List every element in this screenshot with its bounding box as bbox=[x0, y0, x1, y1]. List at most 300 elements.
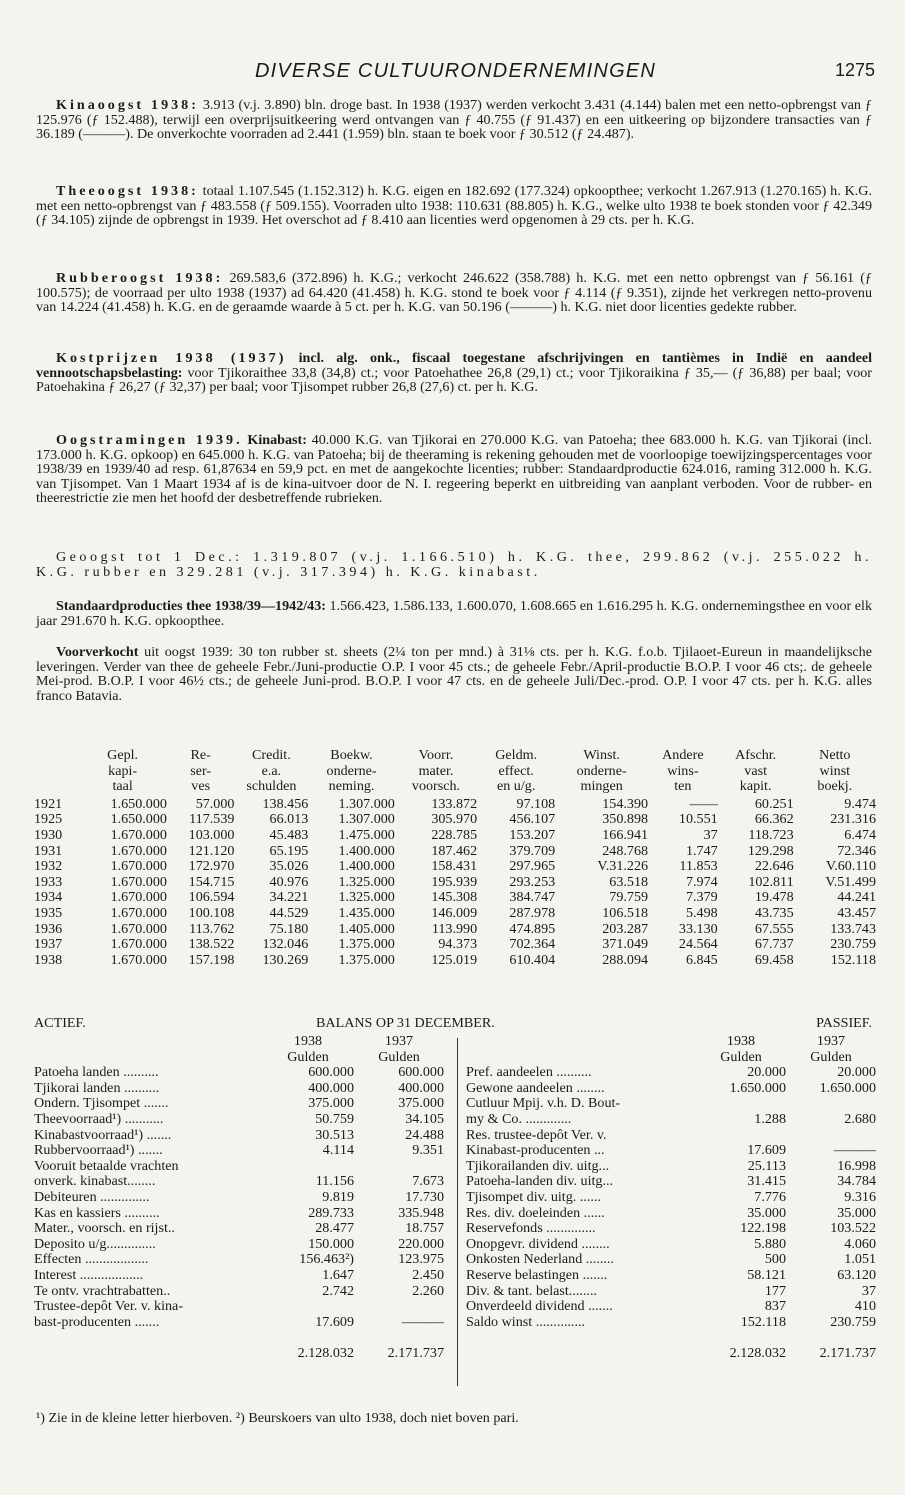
kostprijzen-paragraph bbox=[36, 351, 872, 395]
balance-item-label: Kinabast-producenten ... bbox=[466, 1142, 605, 1159]
value-cell: 153.207 bbox=[509, 826, 556, 843]
balance-row bbox=[34, 1284, 444, 1300]
value-cell: 1.375.000 bbox=[338, 951, 395, 968]
balance-value-1938: 2.742 bbox=[322, 1282, 354, 1299]
column-header: mingen bbox=[580, 778, 623, 795]
value-cell: 228.785 bbox=[431, 826, 478, 843]
voorverkocht-lead: Voorverkocht bbox=[56, 644, 139, 660]
balance-heading bbox=[34, 1015, 876, 1033]
value-cell: 118.723 bbox=[748, 826, 794, 843]
table-row bbox=[34, 890, 876, 906]
value-cell: 100.108 bbox=[188, 904, 235, 921]
balance-item-label: Onverdeeld dividend ....... bbox=[466, 1298, 613, 1315]
balance-value-1937: 37 bbox=[861, 1282, 876, 1299]
value-cell: 1.650.000 bbox=[110, 811, 167, 828]
value-cell: 33.130 bbox=[678, 920, 718, 937]
column-header: onderne- bbox=[576, 762, 627, 779]
balance-row bbox=[466, 1190, 876, 1206]
column-header: schulden bbox=[246, 778, 297, 795]
value-cell: 248.768 bbox=[602, 842, 649, 859]
balance-row bbox=[466, 1065, 876, 1081]
balance-value-1937: ——— bbox=[401, 1313, 444, 1330]
value-cell: 157.198 bbox=[188, 951, 235, 968]
table-row bbox=[34, 828, 876, 844]
balance-row bbox=[466, 1237, 876, 1253]
value-cell: 1.670.000 bbox=[110, 920, 167, 937]
value-cell: 133.872 bbox=[431, 795, 478, 812]
kostprijzen-text: voor Tjikoraithee 33,8 (34,8) ct.; voor Patoehathee 26,8 (29,1) ct.; voor Tjikoraikina ƒ 35,— (ƒ 36,88) per baal; voor Patoehakina ƒ 26,27 (ƒ 32,37) per baal; voor Tjisompet rubber 26,8 (27,6) ct. per h. K.G. bbox=[36, 364, 872, 396]
value-cell: 40.976 bbox=[269, 873, 309, 890]
table-row bbox=[34, 953, 876, 969]
value-cell: 19.478 bbox=[754, 889, 794, 906]
balance-item-label: onverk. kinabast........ bbox=[34, 1173, 156, 1190]
value-cell: 287.978 bbox=[509, 904, 556, 921]
balance-item-label: Theevoorraad¹) ........... bbox=[34, 1110, 164, 1127]
balance-row bbox=[34, 1112, 444, 1128]
balance-value-1937: 35.000 bbox=[837, 1204, 876, 1221]
column-header: e.a. bbox=[261, 762, 282, 779]
value-cell: V.31.226 bbox=[597, 858, 649, 875]
balance-item-label: Tjikorailanden div. uitg... bbox=[466, 1157, 610, 1174]
balance-value-1938: 600.000 bbox=[308, 1064, 354, 1081]
balance-value-1937: 2.450 bbox=[412, 1266, 444, 1283]
value-cell: 231.316 bbox=[830, 811, 876, 828]
balance-row bbox=[34, 1237, 444, 1253]
balance-value-1937 bbox=[354, 1299, 444, 1315]
actief-table bbox=[34, 1034, 444, 1362]
value-cell: 11.853 bbox=[679, 858, 718, 875]
value-cell: 79.759 bbox=[609, 889, 649, 906]
balance-row bbox=[466, 1143, 876, 1159]
balance-item-label: Deposito u/g.............. bbox=[34, 1235, 156, 1252]
passief-unit-1938: Gulden bbox=[720, 1048, 762, 1065]
balance-value-1937: 63.120 bbox=[837, 1266, 876, 1283]
balance-title: BALANS OP 31 DECEMBER. bbox=[316, 1015, 495, 1031]
section-title: DIVERSE CULTUURONDERNEMINGEN bbox=[254, 60, 657, 82]
value-cell: 65.195 bbox=[269, 842, 309, 859]
value-cell: 125.019 bbox=[431, 951, 478, 968]
balance-value-1937: 2.680 bbox=[844, 1110, 876, 1127]
balance-row bbox=[34, 1081, 444, 1097]
balance-value-1938: 50.759 bbox=[315, 1110, 354, 1127]
value-cell: 1.475.000 bbox=[338, 826, 395, 843]
passief-year-1937: 1937 bbox=[816, 1033, 846, 1049]
balance-row bbox=[466, 1128, 876, 1144]
value-cell: 106.594 bbox=[188, 889, 235, 906]
balance-row bbox=[466, 1315, 876, 1331]
year-cell: 1935 bbox=[34, 904, 63, 921]
column-header: Geldm. bbox=[495, 747, 538, 763]
balance-value-1938 bbox=[262, 1159, 354, 1175]
financial-history-table bbox=[34, 748, 876, 968]
column-header: kapit. bbox=[739, 778, 772, 795]
balance-value-1938: 150.000 bbox=[308, 1235, 354, 1252]
balance-row bbox=[34, 1268, 444, 1284]
balance-value-1938: 20.000 bbox=[747, 1064, 786, 1081]
balance-value-1938: 500 bbox=[764, 1251, 786, 1268]
balance-row bbox=[34, 1252, 444, 1268]
balance-value-1937: 600.000 bbox=[398, 1064, 444, 1081]
value-cell: 44.241 bbox=[837, 889, 876, 906]
balance-value-1937: 1.051 bbox=[844, 1251, 876, 1268]
balance-value-1938: 31.415 bbox=[747, 1173, 786, 1190]
balance-row bbox=[466, 1159, 876, 1175]
balance-value-1938: 25.113 bbox=[747, 1157, 786, 1174]
value-cell: 288.094 bbox=[602, 951, 649, 968]
year-cell: 1933 bbox=[34, 873, 63, 890]
column-header: Netto bbox=[819, 747, 851, 763]
balance-value-1938: 30.513 bbox=[315, 1126, 354, 1143]
value-cell: 456.107 bbox=[509, 811, 556, 828]
actief-unit-1938: Gulden bbox=[287, 1048, 329, 1065]
value-cell: 67.555 bbox=[754, 920, 794, 937]
balance-row bbox=[34, 1190, 444, 1206]
value-cell: 1.670.000 bbox=[110, 842, 167, 859]
balance-item-label: Vooruit betaalde vrachten bbox=[34, 1157, 179, 1174]
balance-value-1937: 230.759 bbox=[830, 1313, 876, 1330]
kostprijzen-lead: Kostprijzen 1938 (1937) bbox=[56, 350, 287, 366]
table-row bbox=[34, 812, 876, 828]
balance-item-label: Tjisompet div. uitg. ...... bbox=[466, 1188, 601, 1205]
passief-table bbox=[466, 1034, 876, 1362]
value-cell: 63.518 bbox=[609, 873, 649, 890]
year-cell: 1931 bbox=[34, 842, 63, 859]
table-row bbox=[34, 875, 876, 891]
balance-row bbox=[34, 1206, 444, 1222]
balance-value-1938: 289.733 bbox=[308, 1204, 354, 1221]
year-cell: 1937 bbox=[34, 936, 63, 953]
value-cell: 24.564 bbox=[678, 936, 718, 953]
column-header: Andere bbox=[662, 747, 704, 763]
value-cell: 1.375.000 bbox=[338, 936, 395, 953]
balance-value-1938: 58.121 bbox=[747, 1266, 786, 1283]
actief-unit-1937: Gulden bbox=[378, 1048, 420, 1065]
value-cell: 138.522 bbox=[188, 936, 235, 953]
balance-row bbox=[466, 1299, 876, 1315]
value-cell: 9.474 bbox=[844, 795, 876, 812]
standaardproducties-paragraph bbox=[36, 599, 872, 628]
column-header: Credit. bbox=[252, 747, 291, 763]
column-header bbox=[34, 764, 78, 780]
balance-row bbox=[34, 1159, 444, 1175]
kostprijzen-bold: incl. alg. onk., fiscaal toegestane afschrijvingen en tantièmes in Indië en aandeel vennootschapsbelasting: bbox=[36, 350, 872, 381]
balance-value-1937: 7.673 bbox=[412, 1173, 444, 1190]
column-header: ves bbox=[191, 778, 211, 795]
column-header: en u/g. bbox=[496, 778, 536, 795]
geoogst-text: Geoogst tot 1 Dec.: 1.319.807 (v.j. 1.166.510) h. K.G. thee, 299.862 (v.j. 255.022 h. K.G. rubber en 329.281 (v.j. 317.394) h. K.G. kinabast. bbox=[36, 549, 872, 580]
value-cell: 130.269 bbox=[262, 951, 309, 968]
year-cell: 1932 bbox=[34, 858, 63, 875]
kinaoogst-paragraph bbox=[36, 98, 872, 142]
balance-item-label: Patoeha-landen div. uitg... bbox=[466, 1173, 614, 1190]
balance-value-1937: 16.998 bbox=[837, 1157, 876, 1174]
value-cell: 67.737 bbox=[754, 936, 794, 953]
value-cell: 10.551 bbox=[678, 811, 718, 828]
column-header: mater. bbox=[418, 762, 454, 779]
column-header: winst bbox=[819, 762, 851, 779]
balance-item-label: Debiteuren .............. bbox=[34, 1188, 150, 1205]
value-cell: 1.400.000 bbox=[338, 842, 395, 859]
column-header: Re- bbox=[190, 747, 211, 763]
balance-value-1937: 335.948 bbox=[398, 1204, 444, 1221]
value-cell: 297.965 bbox=[509, 858, 556, 875]
value-cell: 1.670.000 bbox=[110, 936, 167, 953]
balance-total-row bbox=[34, 1330, 444, 1362]
balance-item-label: Te ontv. vrachtrabatten.. bbox=[34, 1282, 171, 1299]
balance-value-1938: 1.647 bbox=[322, 1266, 354, 1283]
value-cell: 158.431 bbox=[431, 858, 478, 875]
value-cell: 1.650.000 bbox=[110, 795, 167, 812]
balance-row bbox=[34, 1174, 444, 1190]
balance-row bbox=[34, 1315, 444, 1331]
balance-value-1938: 35.000 bbox=[747, 1204, 786, 1221]
value-cell: 1.670.000 bbox=[110, 826, 167, 843]
value-cell: 69.458 bbox=[754, 951, 794, 968]
balance-value-1937: 103.522 bbox=[830, 1220, 876, 1237]
value-cell: 102.811 bbox=[748, 873, 794, 890]
value-cell: 44.529 bbox=[269, 904, 309, 921]
balance-item-label: Pref. aandeelen .......... bbox=[466, 1064, 592, 1081]
kinaoogst-lead: Kinaoogst 1938: bbox=[56, 97, 199, 113]
rubberoogst-paragraph bbox=[36, 271, 872, 315]
balance-value-1938: 17.609 bbox=[315, 1313, 354, 1330]
value-cell: 154.715 bbox=[188, 873, 235, 890]
balance-value-1937: 400.000 bbox=[398, 1079, 444, 1096]
balance-value-1937 bbox=[354, 1159, 444, 1175]
balance-value-1937: ——— bbox=[833, 1142, 876, 1159]
balance-item-label: Tjikorai landen .......... bbox=[34, 1079, 160, 1096]
value-cell: 187.462 bbox=[431, 842, 478, 859]
actief-year-1938: 1938 bbox=[293, 1033, 323, 1049]
footnotes: ¹) Zie in de kleine letter hierboven. ²) Beurskoers van ulto 1938, doch niet boven pari. bbox=[36, 1410, 519, 1426]
balance-total-1938: 2.128.032 bbox=[297, 1345, 354, 1362]
value-cell: 75.180 bbox=[269, 920, 309, 937]
value-cell: 379.709 bbox=[509, 842, 556, 859]
balance-value-1938: 1.288 bbox=[754, 1110, 786, 1127]
balance-value-1937: 410 bbox=[854, 1298, 876, 1315]
column-header: neming. bbox=[328, 778, 375, 795]
rubberoogst-lead: Rubberoogst 1938: bbox=[56, 270, 224, 286]
balance-value-1937: 9.316 bbox=[844, 1188, 876, 1205]
balance-value-1938: 7.776 bbox=[754, 1188, 786, 1205]
balance-row bbox=[34, 1096, 444, 1112]
column-header: ser- bbox=[190, 762, 212, 779]
balance-item-label: Onkosten Nederland ........ bbox=[466, 1251, 614, 1268]
table-row bbox=[34, 906, 876, 922]
value-cell: 37 bbox=[703, 826, 718, 843]
balance-value-1938: 156.463²) bbox=[299, 1251, 354, 1268]
value-cell: 117.539 bbox=[189, 811, 235, 828]
balance-value-1937: 18.757 bbox=[405, 1220, 444, 1237]
column-header: Voorr. bbox=[418, 747, 454, 763]
balance-value-1938: 5.880 bbox=[754, 1235, 786, 1252]
oogstramingen-bold: Kinabast: bbox=[242, 432, 307, 448]
value-cell: 43.735 bbox=[754, 904, 794, 921]
column-header: kapi- bbox=[108, 762, 138, 779]
value-cell: 66.362 bbox=[754, 811, 794, 828]
value-cell: 203.287 bbox=[602, 920, 649, 937]
passief-unit-1937: Gulden bbox=[810, 1048, 852, 1065]
balance-value-1937: 17.730 bbox=[405, 1188, 444, 1205]
balance-value-1938: 122.198 bbox=[740, 1220, 786, 1237]
balance-item-label: Reserve belastingen ....... bbox=[466, 1266, 608, 1283]
balance-item-label: Gewone aandeelen ........ bbox=[466, 1079, 605, 1096]
column-header: vast bbox=[744, 762, 767, 779]
table-row bbox=[34, 844, 876, 860]
balance-value-1937 bbox=[786, 1096, 876, 1112]
oogstramingen-paragraph bbox=[36, 433, 872, 506]
value-cell: 22.646 bbox=[754, 858, 794, 875]
value-cell: 66.013 bbox=[269, 811, 309, 828]
balance-item-label: Saldo winst .............. bbox=[466, 1313, 586, 1330]
value-cell: 132.046 bbox=[262, 936, 309, 953]
column-header: boekj. bbox=[817, 778, 853, 795]
balance-row bbox=[466, 1252, 876, 1268]
passief-title: PASSIEF. bbox=[816, 1015, 872, 1031]
value-cell: 145.308 bbox=[431, 889, 478, 906]
year-cell: 1936 bbox=[34, 920, 63, 937]
value-cell: 474.895 bbox=[509, 920, 556, 937]
theeoogst-text: totaal 1.107.545 (1.152.312) h. K.G. eigen en 182.692 (177.324) opkoopthee; verkocht 1.267.913 (1.270.165) h. K.G. met een netto-opbrengst van ƒ 483.558 (ƒ 509.155). Voorraden ulto 1938: 110.631 (88.805) h. K.G., welke ulto 1938 te boek stonden voor ƒ 42.349 (ƒ 34.105) zijnde de opbrengst in 1939. Het overschot ad ƒ 8.410 aan licenties werd opgenomen à 29 cts. per h. K.G. bbox=[36, 183, 872, 229]
passief-year-1938: 1938 bbox=[726, 1033, 756, 1049]
column-header: Afschr. bbox=[735, 747, 777, 763]
balance-row bbox=[466, 1096, 876, 1112]
year-cell: 1930 bbox=[34, 826, 63, 843]
balance-item-label: Res. trustee-depôt Ver. v. bbox=[466, 1126, 607, 1143]
value-cell: 129.298 bbox=[747, 842, 794, 859]
balance-value-1937: 1.650.000 bbox=[819, 1079, 876, 1096]
balance-total-spacer bbox=[466, 1330, 696, 1362]
rubberoogst-text: 269.583,6 (372.896) h. K.G.; verkocht 246.622 (358.788) h. K.G. met een netto opbrengst van ƒ 56.161 (ƒ 100.575); de voorraad per ulto 1938 (1937) ad 64.420 (41.458) h. K.G. stond te boek voor ƒ 4.114 (ƒ 9.351), zijnde het verkregen netto-provenu van 14.224 (41.458) h. K.G. en de geraamde waarde à 5 ct. per h. K.G. van 50.196 (———) h. K.G. niet door licenties gedekte rubber. bbox=[36, 270, 872, 316]
column-header: effect. bbox=[498, 762, 534, 779]
theeoogst-paragraph bbox=[36, 184, 872, 228]
balance-item-label: Div. & tant. belast........ bbox=[466, 1282, 597, 1299]
table-row bbox=[34, 937, 876, 953]
column-header bbox=[34, 748, 78, 764]
value-cell: 1.325.000 bbox=[338, 889, 395, 906]
balance-value-1937: 34.105 bbox=[405, 1110, 444, 1127]
value-cell: 1.325.000 bbox=[338, 873, 395, 890]
balance-value-1937: 9.351 bbox=[412, 1142, 444, 1159]
value-cell: 7.379 bbox=[685, 889, 718, 906]
value-cell: 1.670.000 bbox=[110, 951, 167, 968]
balance-value-1937: 2.260 bbox=[412, 1282, 444, 1299]
balance-item-label: Kas en kassiers .......... bbox=[34, 1204, 160, 1221]
value-cell: 43.457 bbox=[837, 904, 876, 921]
balance-item-label: Patoeha landen .......... bbox=[34, 1064, 159, 1081]
value-cell: 1.670.000 bbox=[110, 858, 167, 875]
balance-value-1937: 24.488 bbox=[405, 1126, 444, 1143]
value-cell: 152.118 bbox=[830, 951, 876, 968]
table-header-row bbox=[34, 779, 876, 797]
value-cell: 230.759 bbox=[830, 936, 876, 953]
standaardproducties-text: 1.566.423, 1.586.133, 1.600.070, 1.608.665 en 1.616.295 h. K.G. ondernemingsthee en voor elk jaar 291.670 h. K.G. opkoopthee. bbox=[36, 598, 872, 629]
value-cell: 1.307.000 bbox=[338, 811, 395, 828]
balance-value-1937: 20.000 bbox=[837, 1064, 876, 1081]
value-cell: —— bbox=[689, 795, 718, 812]
voorverkocht-paragraph bbox=[36, 645, 872, 703]
balance-row bbox=[466, 1174, 876, 1190]
balance-total-1937: 2.171.737 bbox=[819, 1345, 876, 1362]
table-row bbox=[34, 859, 876, 875]
year-cell: 1921 bbox=[34, 795, 63, 812]
value-cell: 350.898 bbox=[602, 811, 649, 828]
balance-item-label: Res. div. doeleinden ...... bbox=[466, 1204, 605, 1221]
value-cell: 133.743 bbox=[830, 920, 876, 937]
balance-row bbox=[466, 1206, 876, 1222]
balance-row bbox=[34, 1143, 444, 1159]
balance-item-label: Effecten .................. bbox=[34, 1251, 149, 1268]
value-cell: 1.670.000 bbox=[110, 904, 167, 921]
value-cell: 6.845 bbox=[685, 951, 718, 968]
balance-value-1938: 11.156 bbox=[315, 1173, 354, 1190]
balance-value-1937: 34.784 bbox=[837, 1173, 876, 1190]
column-header: voorsch. bbox=[411, 778, 461, 795]
value-cell: 1.307.000 bbox=[338, 795, 395, 812]
value-cell: 166.941 bbox=[602, 826, 649, 843]
value-cell: V.51.499 bbox=[825, 873, 876, 890]
balance-divider bbox=[457, 1038, 458, 1386]
column-header: taal bbox=[112, 778, 133, 795]
balance-item-label: Onopgevr. dividend ........ bbox=[466, 1235, 610, 1252]
value-cell: 103.000 bbox=[188, 826, 235, 843]
voorverkocht-text: uit oogst 1939: 30 ton rubber st. sheets (2¼ ton per mnd.) à 31⅛ cts. per h. K.G. f.o.b. Tjilaoet-Eureun in maandelijksche leveringen. Verder van thee de geheele Febr./Juni-productie O.P. I voor 45 cts.; de geheele Febr./April-productie B.O.P. I voor 46 cts;. de geheele Mei-prod. B.O.P. I voor 46½ cts.; de geheele Juni-prod. B.O.P. I voor 47 cts. en de geheele Juli/Dec.-prod. O.P. I voor 47 cts. per h. K.G. alles franco Batavia. bbox=[36, 644, 872, 704]
table-row bbox=[34, 797, 876, 813]
balance-row bbox=[34, 1128, 444, 1144]
value-cell: 45.483 bbox=[269, 826, 309, 843]
value-cell: 195.939 bbox=[431, 873, 478, 890]
running-header bbox=[36, 60, 875, 86]
oogstramingen-lead: Oogstramingen 1939. bbox=[56, 432, 243, 448]
actief-title: ACTIEF. bbox=[34, 1015, 86, 1031]
balance-row bbox=[466, 1284, 876, 1300]
column-header: Winst. bbox=[583, 747, 620, 763]
balance-value-1938: 400.000 bbox=[308, 1079, 354, 1096]
value-cell: 1.435.000 bbox=[338, 904, 395, 921]
balance-row bbox=[34, 1299, 444, 1315]
column-header: Gepl. bbox=[107, 747, 139, 763]
balance-item-label: Reservefonds .............. bbox=[466, 1220, 596, 1237]
balance-row bbox=[34, 1221, 444, 1237]
value-cell: 35.026 bbox=[269, 858, 309, 875]
value-cell: 702.364 bbox=[509, 936, 556, 953]
value-cell: 154.390 bbox=[602, 795, 649, 812]
balance-value-1938 bbox=[696, 1096, 786, 1112]
balance-item-label: bast-producenten ....... bbox=[34, 1313, 160, 1330]
value-cell: 172.970 bbox=[188, 858, 235, 875]
value-cell: 94.373 bbox=[438, 936, 478, 953]
value-cell: 34.221 bbox=[269, 889, 309, 906]
value-cell: 305.970 bbox=[431, 811, 478, 828]
value-cell: 5.498 bbox=[685, 904, 718, 921]
column-header bbox=[34, 779, 78, 797]
value-cell: 97.108 bbox=[516, 795, 556, 812]
column-header: onderne- bbox=[326, 762, 377, 779]
value-cell: 72.346 bbox=[837, 842, 876, 859]
value-cell: 60.251 bbox=[754, 795, 794, 812]
geoogst-paragraph bbox=[36, 550, 872, 579]
value-cell: 1.747 bbox=[685, 842, 718, 859]
balance-row bbox=[34, 1065, 444, 1081]
page-number: 1275 bbox=[834, 60, 875, 80]
value-cell: 610.404 bbox=[509, 951, 556, 968]
standaardproducties-lead: Standaardproducties thee 1938/39—1942/43: bbox=[56, 598, 326, 614]
balance-item-label: Interest .................. bbox=[34, 1266, 144, 1283]
balance-value-1938: 375.000 bbox=[308, 1095, 354, 1112]
table-header-row bbox=[34, 748, 876, 764]
value-cell: 138.456 bbox=[262, 795, 309, 812]
value-cell: 1.400.000 bbox=[338, 858, 395, 875]
